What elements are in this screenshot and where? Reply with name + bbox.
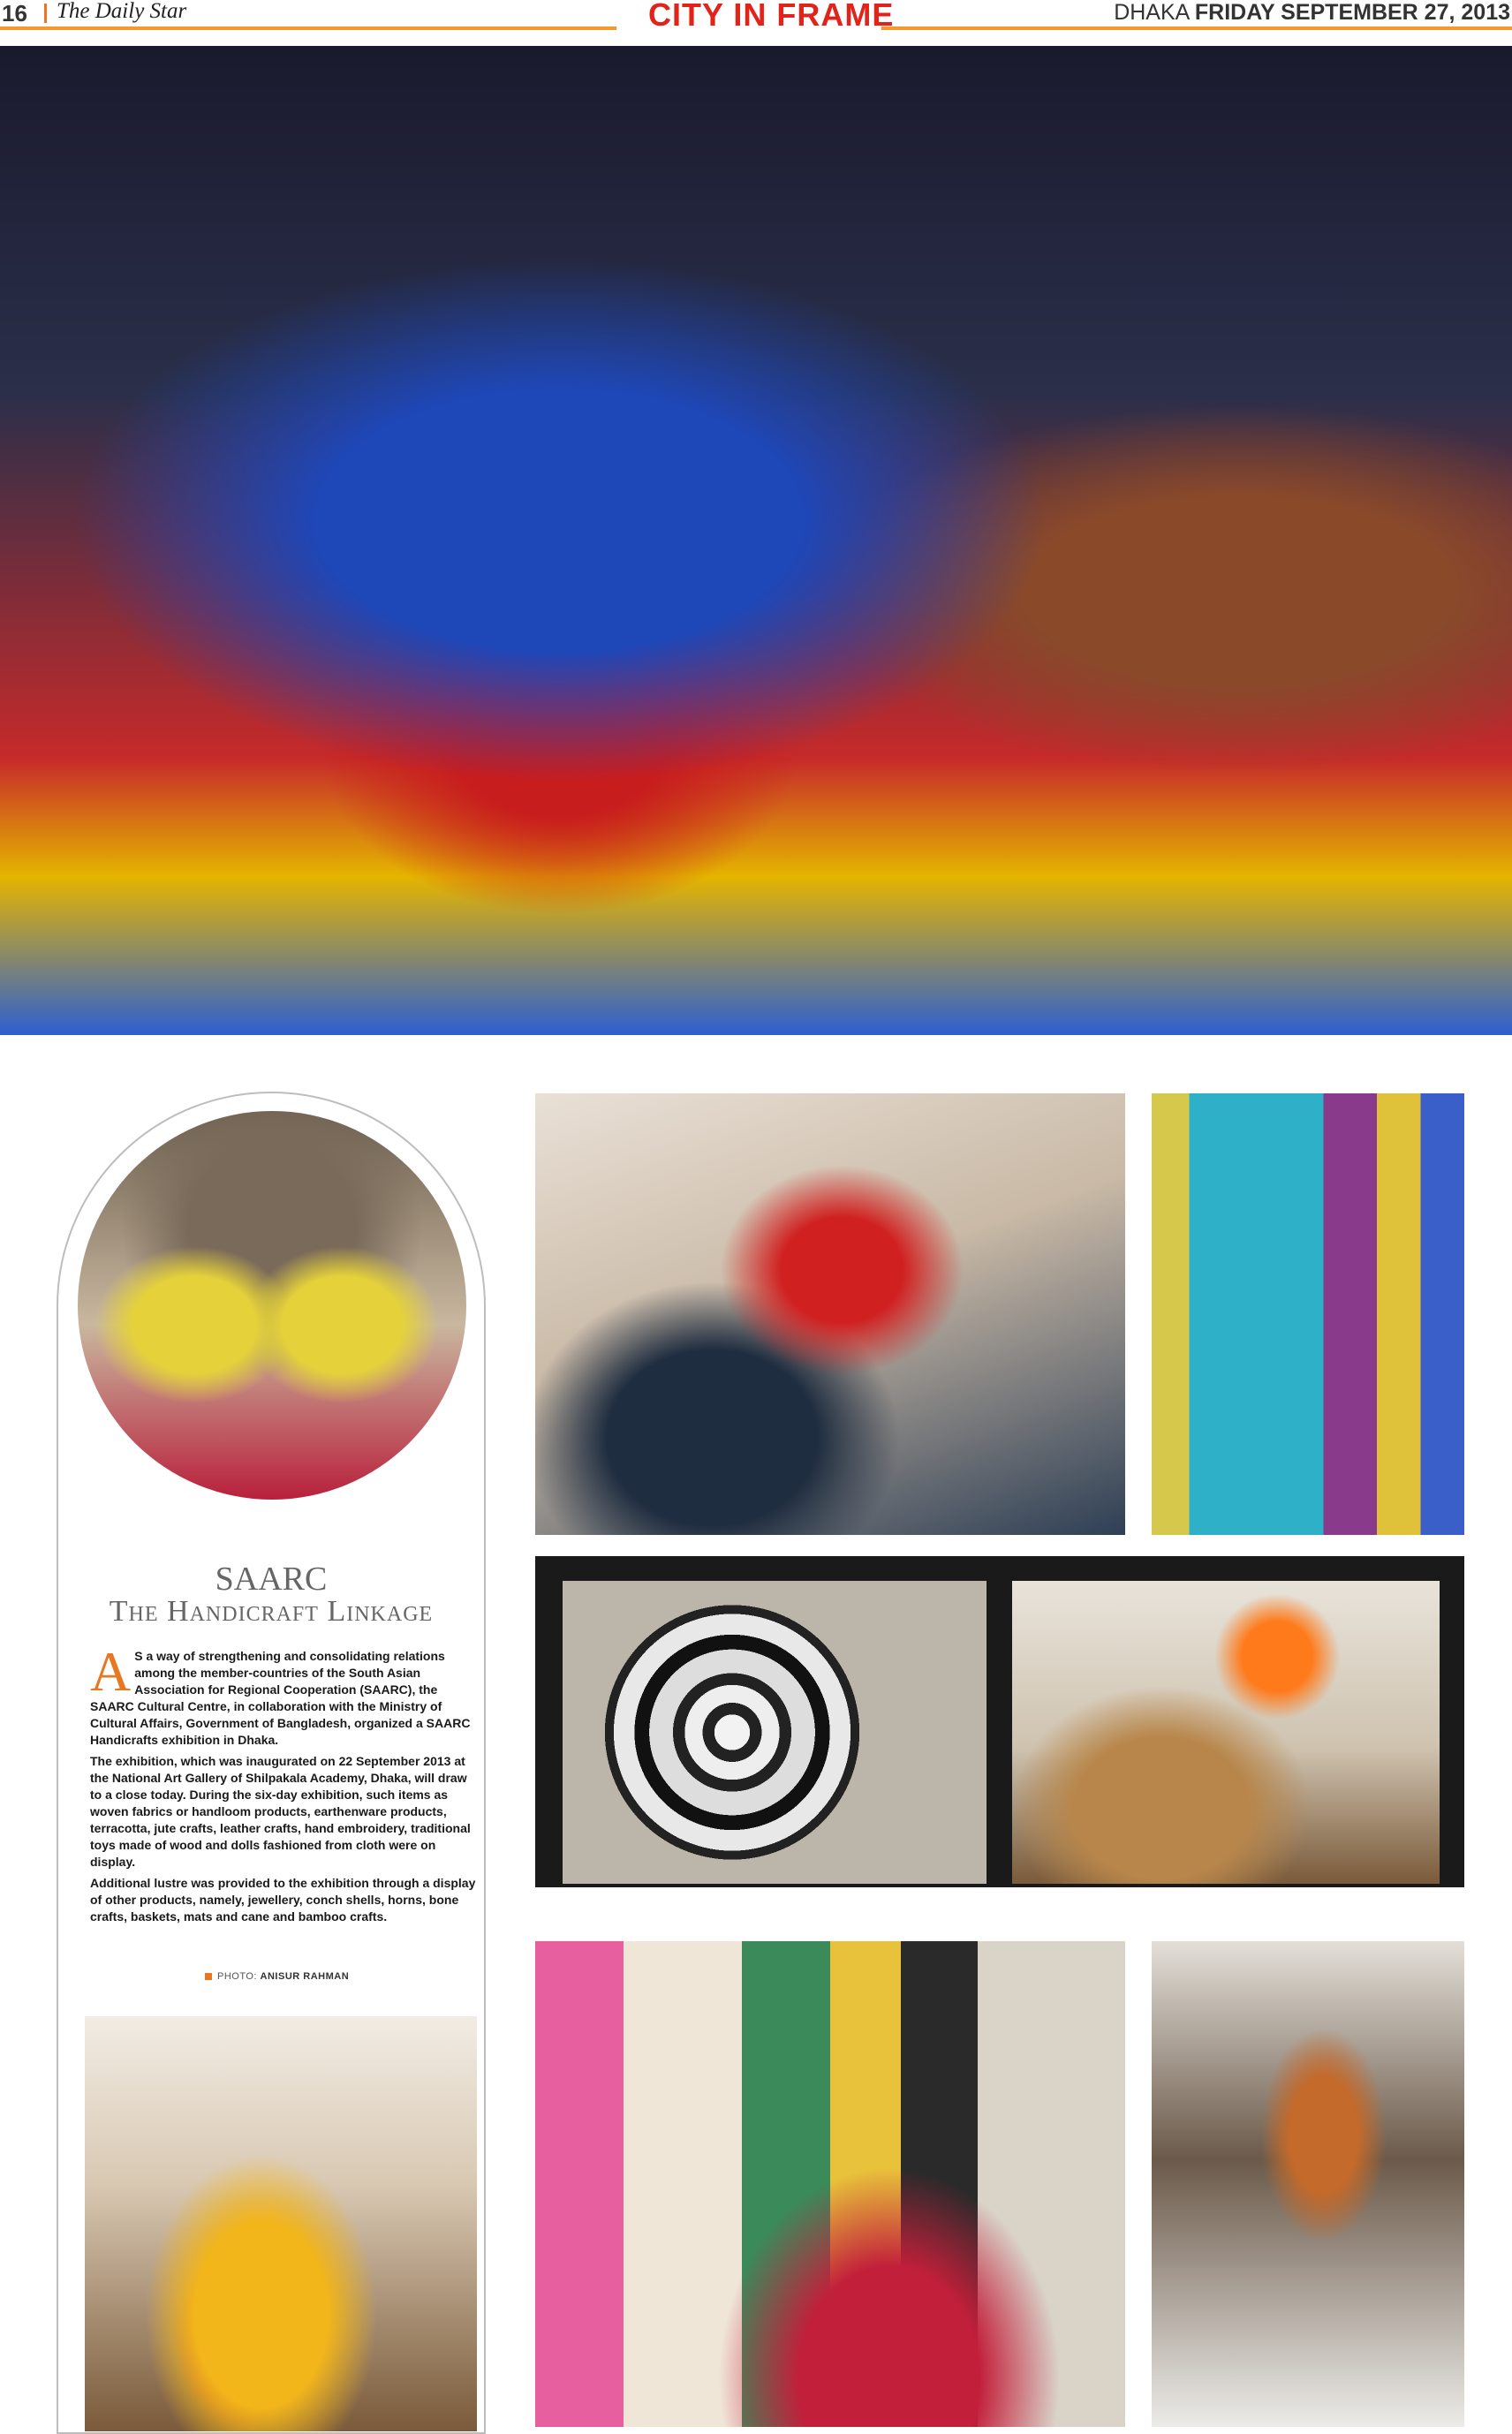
credit-square-icon — [205, 1973, 212, 1980]
photo-cane-baskets — [1012, 1581, 1440, 1884]
paragraph-1 — [90, 1640, 477, 1749]
dateline-city: DHAKA — [1114, 0, 1189, 25]
credit-label: PHOTO: — [217, 1971, 257, 1982]
article-title: SAARC — [215, 1561, 328, 1598]
photo-embroidered-boat — [535, 1093, 1125, 1535]
photo-fabrics — [1152, 1093, 1464, 1535]
hero-photo-peacock-mask — [0, 46, 1512, 1035]
photo-credit — [205, 1971, 349, 1982]
section-title: CITY IN FRAME — [648, 0, 895, 33]
dateline-date: FRIDAY SEPTEMBER 27, 2013 — [1194, 0, 1510, 25]
article-body — [90, 1640, 477, 1930]
paragraph-2: The exhibition, which was inaugurated on 22 September 2013 at the National Art Gallery of Shilpakala Academy, Dhaka, will draw to a close today. During the six-day exhibition, such items as woven fabrics or handloom products, earthenware products, terracotta, jute crafts, leather crafts, hand embroidery, traditional toys made of wood and dolls fashioned from cloth were on display. — [90, 1754, 471, 1869]
paragraph-3: Additional lustre was provided to the exhibition through a display of other products, namely, jewellery, conch shells, horns, bone crafts, baskets, mats and cane and bamboo crafts. — [90, 1876, 476, 1924]
drop-cap: A — [90, 1640, 132, 1703]
photo-jute-bags — [1152, 1941, 1464, 2427]
photo-exhibition-crowd — [535, 1941, 1125, 2427]
article-subtitle: The Handicraft Linkage — [109, 1595, 434, 1628]
credit-name: ANISUR RAHMAN — [260, 1971, 350, 1982]
masthead-logo: The Daily Star — [57, 0, 187, 23]
photo-painted-pot — [85, 2016, 477, 2431]
paragraph-1-text: S a way of strengthening and consolidating relations among the member-countries of the South Asian Association for Regional Cooperation (SAARC), the SAARC Cultural Centre, in collaboration with the Ministry of Cultural Affairs, Government of Bangladesh, organized a SAARC Handicrafts exhibition in Dhaka. — [90, 1649, 471, 1747]
photo-bird-figurines — [78, 1111, 466, 1500]
photo-mandala-plate — [563, 1581, 987, 1884]
header-separator — [44, 4, 47, 23]
page-number: 16 — [2, 0, 27, 26]
dateline — [1114, 0, 1510, 26]
